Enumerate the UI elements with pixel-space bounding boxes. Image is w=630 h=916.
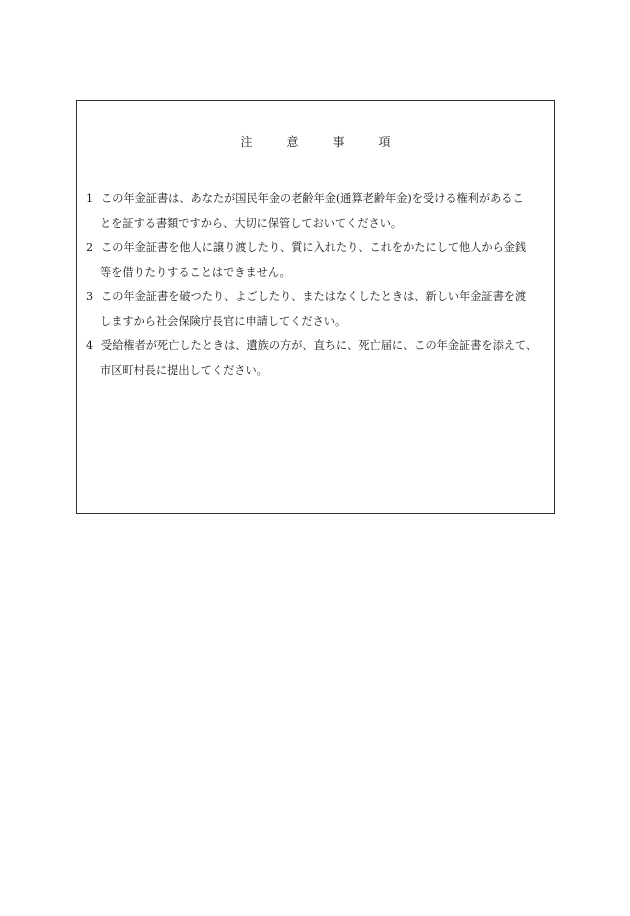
notice-title-char: 事 (332, 135, 345, 149)
notice-item-text: とを証する書類ですから、大切に保管しておいてください。 (100, 216, 403, 230)
notice-item-number: 2 (86, 241, 94, 254)
notice-item-3 (86, 285, 548, 334)
notice-item-number: 1 (86, 192, 94, 205)
notice-item-text: 市区町村長に提出してください。 (100, 363, 268, 377)
notice-title (77, 135, 554, 149)
notice-item-line (86, 236, 548, 261)
notice-title-char: 注 (240, 135, 253, 149)
notice-item-text: 等を借りたりすることはできません。 (100, 265, 291, 279)
notice-item-text: しますから社会保険庁長官に申請してください。 (100, 314, 347, 328)
notice-item-number: 3 (86, 290, 94, 303)
notice-item-text: この年金証書を他人に譲り渡したり、質に入れたり、これをかたにして他人から金銭 (101, 241, 527, 254)
notice-item-text: 受給権者が死亡したときは、遺族の方が、直ちに、死亡届に、この年金証書を添えて、 (101, 339, 538, 352)
notice-item-4 (86, 334, 548, 383)
notice-item-number: 4 (86, 339, 94, 352)
notice-items-list (86, 187, 548, 383)
notice-item-text: この年金証書は、あなたが国民年金の老齢年金(通算老齢年金)を受ける権利があるこ (101, 192, 524, 205)
notice-item-text: この年金証書を破つたり、よごしたり、またはなくしたときは、新しい年金証書を渡 (101, 290, 527, 303)
notice-title-char: 意 (286, 135, 299, 149)
notice-box (76, 100, 555, 514)
notice-item-line (86, 285, 548, 310)
notice-item-1 (86, 187, 548, 236)
notice-title-char: 項 (378, 135, 391, 149)
notice-item-line (86, 187, 548, 212)
notice-item-2 (86, 236, 548, 285)
notice-item-line (86, 334, 548, 359)
